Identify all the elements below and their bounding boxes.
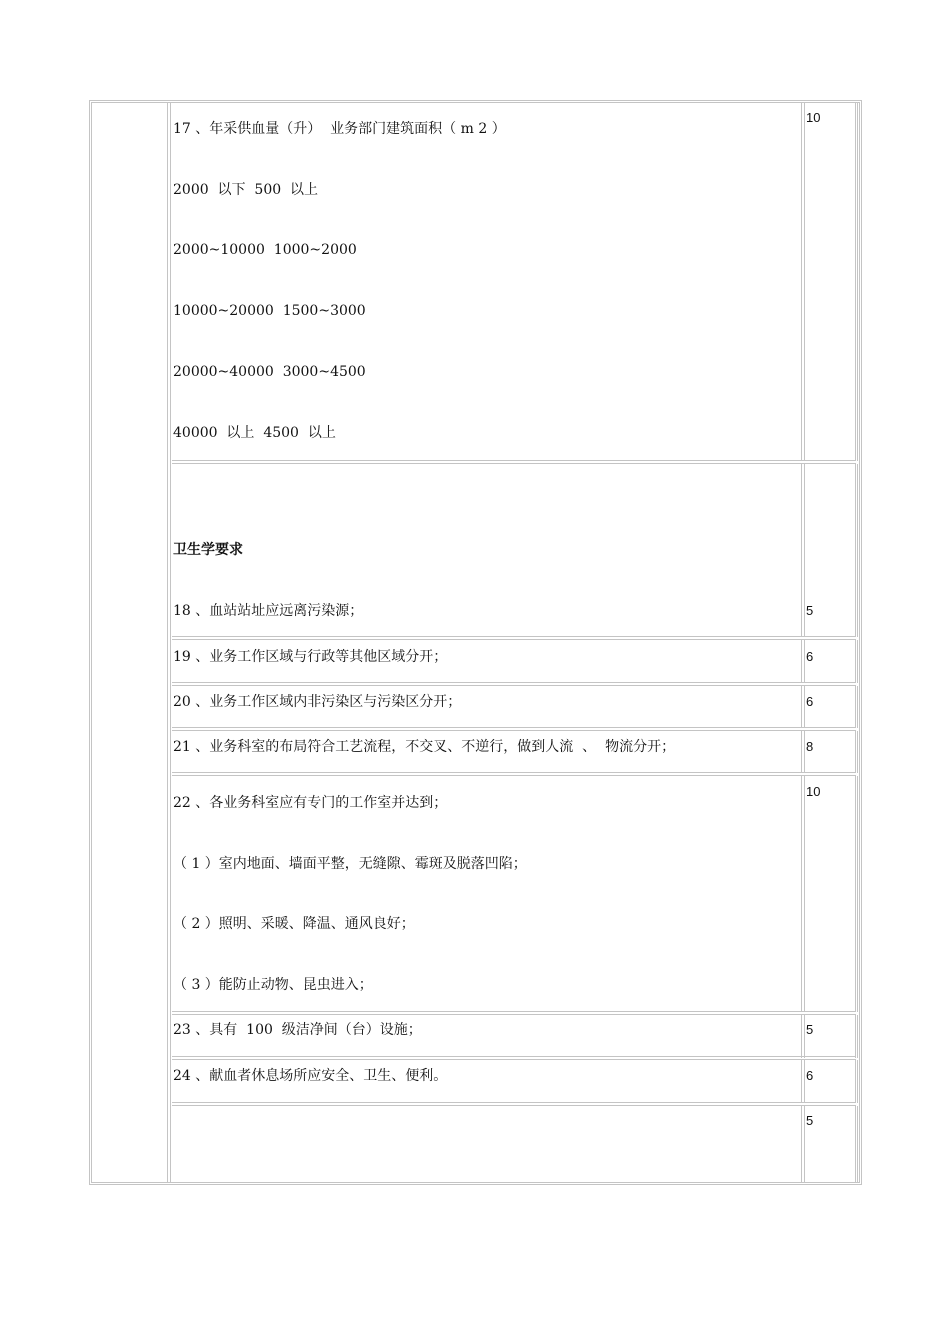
right-divider: [855, 1060, 858, 1103]
score-value: 6: [806, 649, 814, 664]
criterion-text: 17 、年采供血量（升） 业务部门建筑面积（ m 2 ）: [173, 121, 506, 137]
score-value: 5: [806, 1022, 814, 1037]
left-column-divider: [167, 103, 171, 1182]
score-divider: [801, 640, 805, 683]
right-divider: [855, 686, 858, 728]
score-divider: [801, 1015, 805, 1058]
right-divider: [855, 1015, 858, 1058]
score-divider: [801, 464, 805, 637]
right-divider: [855, 464, 858, 637]
score-value: 6: [806, 1068, 814, 1083]
section-heading: 卫生学要求: [173, 542, 243, 558]
score-divider: [801, 103, 805, 461]
right-divider: [855, 731, 858, 773]
row-divider: [172, 727, 856, 731]
criterion-text: 40000 以上 4500 以上: [173, 425, 336, 441]
criterion-text: 2000~10000 1000~2000: [173, 242, 357, 258]
criterion-text: 19 、业务工作区域与行政等其他区域分开；: [173, 649, 448, 665]
score-divider: [801, 731, 805, 773]
row-divider: [172, 1102, 856, 1106]
criterion-text: （ 1 ）室内地面、墙面平整，无缝隙、霉斑及脱落凹陷；: [173, 856, 527, 872]
score-value: 5: [806, 603, 814, 618]
right-divider: [855, 640, 858, 683]
criterion-text: 24 、献血者休息场所应安全、卫生、便利。: [173, 1068, 448, 1084]
criterion-text: （ 2 ）照明、采暖、降温、通风良好；: [173, 916, 415, 932]
criterion-text: 10000~20000 1500~3000: [173, 303, 366, 319]
criterion-text: 20 、业务工作区域内非污染区与污染区分开；: [173, 694, 462, 710]
row-divider: [172, 1011, 856, 1015]
row-divider: [172, 1056, 856, 1060]
score-value: 8: [806, 739, 814, 754]
score-divider: [801, 1106, 805, 1182]
row-divider: [172, 682, 856, 686]
criterion-text: 2000 以下 500 以上: [173, 182, 319, 198]
score-value: 5: [806, 1113, 814, 1128]
score-value: 10: [806, 110, 821, 125]
criterion-text: 18 、血站站址应远离污染源；: [173, 603, 364, 619]
row-divider: [172, 636, 856, 640]
right-divider: [855, 103, 858, 461]
criterion-text: 23 、具有 100 级洁净间（台）设施；: [173, 1022, 422, 1038]
right-divider: [855, 1106, 858, 1182]
score-value: 6: [806, 694, 814, 709]
criterion-text: 20000~40000 3000~4500: [173, 364, 366, 380]
row-divider: [172, 772, 856, 776]
score-divider: [801, 686, 805, 728]
score-value: 10: [806, 784, 821, 799]
score-divider: [801, 776, 805, 1012]
criterion-text: （ 3 ）能防止动物、昆虫进入；: [173, 977, 373, 993]
criterion-text: 22 、各业务科室应有专门的工作室并达到；: [173, 795, 448, 811]
criterion-text: 21 、业务科室的布局符合工艺流程，不交叉、不逆行，做到人流 、 物流分开；: [173, 739, 676, 755]
right-divider: [855, 776, 858, 1012]
row-divider: [172, 460, 856, 464]
score-divider: [801, 1060, 805, 1103]
